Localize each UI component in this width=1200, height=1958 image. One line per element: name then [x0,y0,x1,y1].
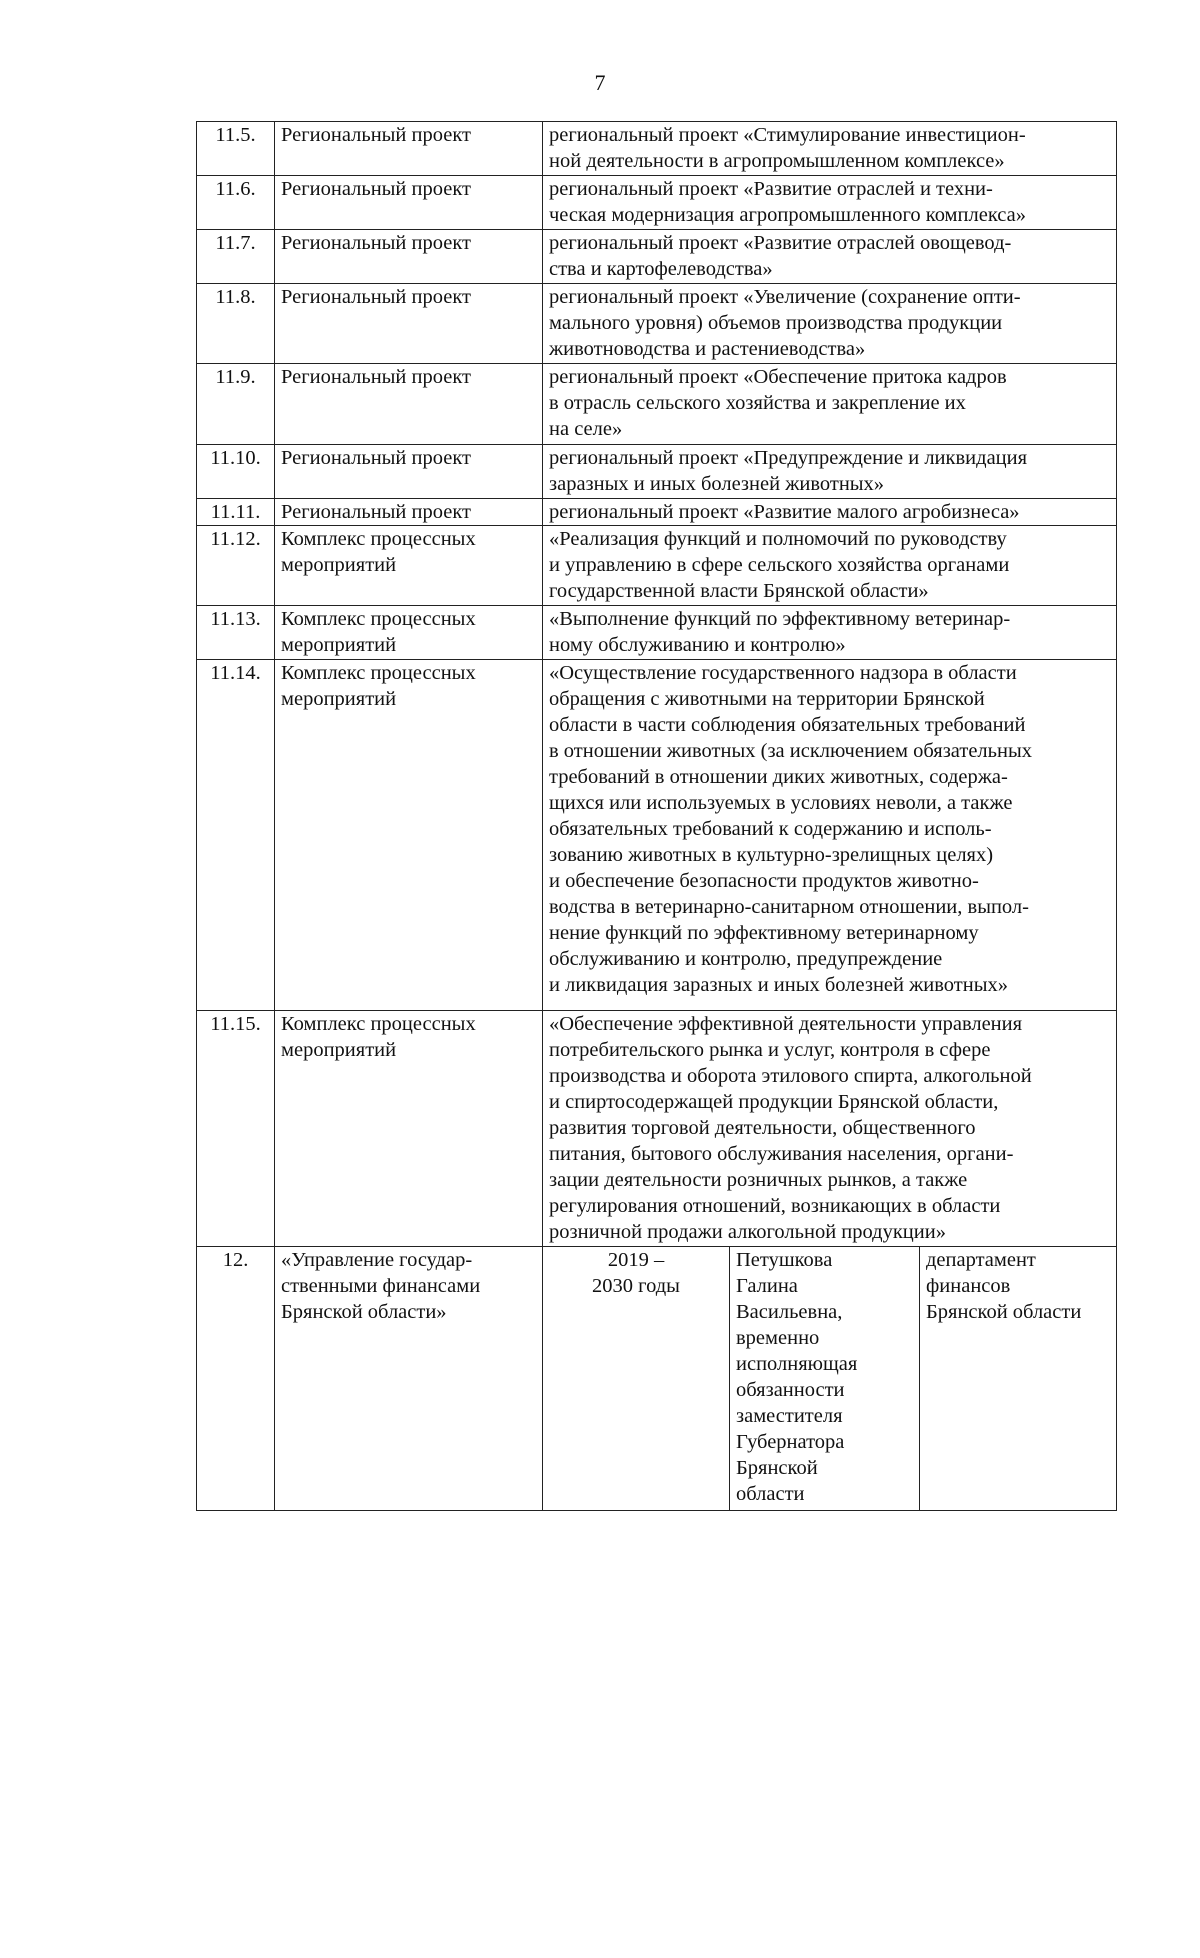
row-number: 11.7. [197,230,275,284]
row-number: 11.11. [197,499,275,526]
row-number: 11.5. [197,122,275,176]
item-type: Региональный проект [275,284,543,364]
item-type: Региональный проект [275,176,543,230]
item-type: Региональный проект [275,230,543,284]
row-number: 11.13. [197,606,275,660]
item-type: Комплекс процессных мероприятий [275,1011,543,1247]
program-responsible: Петушкова Галина Васильевна, временно исполняющая обязанности заместителя Губернатора Брянской области [730,1247,920,1511]
table-row [197,284,1117,364]
item-description: региональный проект «Развитие отраслей и техни- ческая модернизация агропромышленного комплекса» [543,176,1117,230]
item-description: региональный проект «Развитие малого агробизнеса» [543,499,1117,526]
item-description: «Реализация функций и полномочий по руководству и управлению в сфере сельского хозяйства органами государственной власти Брянской области» [543,526,1117,606]
row-number: 11.15. [197,1011,275,1247]
item-description: «Обеспечение эффективной деятельности управления потребительского рынка и услуг, контроля в сфере производства и оборота этилового спирта, алкогольной и спиртосодержащей продукции Брянской области, развития торговой деятельности, общественного питания, бытового обслуживания населения, органи- зации деятельности розничных рынков, а также регулирования отношений, возникающих в области розничной продажи алкогольной продукции» [543,1011,1117,1247]
item-type: Комплекс процессных мероприятий [275,526,543,606]
item-description: региональный проект «Стимулирование инвестицион- ной деятельности в агропромышленном комплексе» [543,122,1117,176]
item-description: региональный проект «Увеличение (сохранение опти- мального уровня) объемов производства продукции животноводства и растениеводства» [543,284,1117,364]
item-description: региональный проект «Развитие отраслей овощевод- ства и картофелеводства» [543,230,1117,284]
page-number: 7 [594,70,606,95]
row-number: 11.12. [197,526,275,606]
program-name: «Управление государ- ственными финансами Брянской области» [275,1247,543,1511]
table-row [197,1011,1117,1247]
program-table [196,121,1117,1511]
row-number: 11.6. [197,176,275,230]
table-row [197,526,1117,606]
table-row [197,660,1117,1011]
item-description: региональный проект «Обеспечение притока кадров в отрасль сельского хозяйства и закрепление их на селе» [543,364,1117,445]
table-row [197,364,1117,445]
program-period: 2019 – 2030 годы [543,1247,730,1511]
program-row [197,1247,1117,1511]
row-number: 11.14. [197,660,275,1011]
item-type: Комплекс процессных мероприятий [275,660,543,1011]
item-type: Региональный проект [275,122,543,176]
item-type: Региональный проект [275,499,543,526]
item-type: Региональный проект [275,445,543,499]
table-row [197,176,1117,230]
item-description: «Осуществление государственного надзора в области обращения с животными на территории Брянской области в части соблюдения обязательных требований в отношении животных (за исключением обязательных требований в отношении диких животных, содержа- щихся или используемых в условиях неволи, а также обязательных требований к содержанию и исполь- зованию животных в культурно-зрелищных целях) и обеспечение безопасности продуктов животно- водства в ветеринарно-санитарном отношении, выпол- нение функций по эффективному ветеринарному обслуживанию и контролю, предупреждение и ликвидация заразных и иных болезней животных» [543,660,1117,1011]
table-row [197,122,1117,176]
table-row [197,230,1117,284]
row-number: 11.10. [197,445,275,499]
item-type: Комплекс процессных мероприятий [275,606,543,660]
item-description: «Выполнение функций по эффективному ветеринар- ному обслуживанию и контролю» [543,606,1117,660]
table-row [197,499,1117,526]
table-row [197,606,1117,660]
program-department: департамент финансов Брянской области [920,1247,1117,1511]
row-number: 11.8. [197,284,275,364]
item-type: Региональный проект [275,364,543,445]
program-number: 12. [197,1247,275,1511]
row-number: 11.9. [197,364,275,445]
item-description: региональный проект «Предупреждение и ликвидация заразных и иных болезней животных» [543,445,1117,499]
table-row [197,445,1117,499]
